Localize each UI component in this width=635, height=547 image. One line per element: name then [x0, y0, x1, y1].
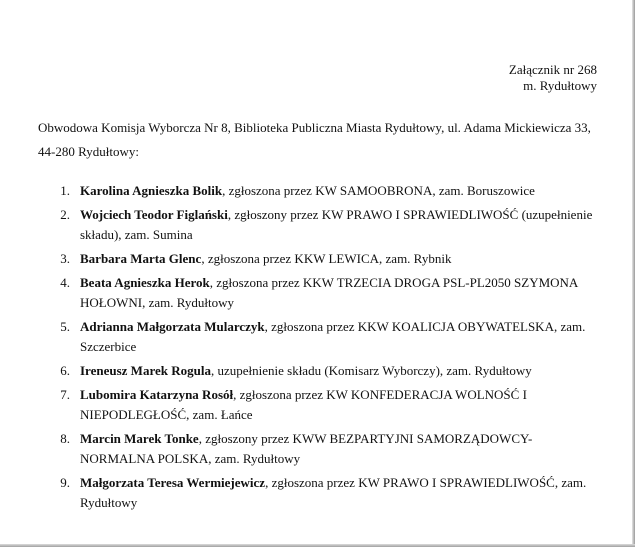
- member-name: Małgorzata Teresa Wermiejewicz: [80, 475, 266, 490]
- member-number: 2.: [60, 207, 70, 222]
- member-item: [50, 361, 598, 381]
- member-item: [50, 181, 598, 201]
- member-description: , zgłoszony przez KWW BEZPARTYJNI SAMORZĄDOWCY-NORMALNA POLSKA, zam. Rydułtowy: [80, 431, 533, 466]
- attachment-number: Załącznik nr 268: [508, 62, 597, 77]
- member-item: [50, 317, 598, 357]
- member-description: , zgłoszona przez KW KONFEDERACJA WOLNOŚĆ I NIEPODLEGŁOŚĆ, zam. Łańce: [80, 387, 527, 422]
- member-name: Lubomira Katarzyna Rosół: [80, 387, 234, 402]
- member-number: 3.: [60, 251, 70, 266]
- member-description: , zgłoszona przez KKW LEWICA, zam. Rybnik: [201, 251, 452, 266]
- member-description: , zgłoszona przez KW PRAWO I SPRAWIEDLIWOŚĆ, zam. Rydułtowy: [80, 475, 587, 510]
- member-number: 7.: [60, 387, 70, 402]
- member-number: 5.: [60, 319, 70, 334]
- member-description: , zgłoszony przez KW PRAWO I SPRAWIEDLIWOŚĆ (uzupełnienie składu), zam. Sumina: [80, 207, 593, 242]
- member-number: 1.: [60, 183, 70, 198]
- member-item: [50, 273, 598, 313]
- member-name: Adrianna Małgorzata Mularczyk: [80, 319, 265, 334]
- member-number: 8.: [60, 431, 70, 446]
- member-number: 4.: [60, 275, 70, 290]
- member-item: [50, 429, 598, 469]
- member-name: Ireneusz Marek Rogula: [80, 363, 211, 378]
- member-description: , zgłoszona przez KKW KOALICJA OBYWATELSKA, zam. Szczerbice: [80, 319, 586, 354]
- member-item: [50, 249, 598, 269]
- member-item: [50, 473, 598, 513]
- member-description: , zgłoszona przez KW SAMOOBRONA, zam. Boruszowice: [222, 183, 535, 198]
- member-item: [50, 385, 598, 425]
- member-number: 6.: [60, 363, 70, 378]
- member-name: Beata Agnieszka Herok: [80, 275, 210, 290]
- member-name: Karolina Agnieszka Bolik: [80, 183, 223, 198]
- member-name: Wojciech Teodor Figlański: [80, 207, 228, 222]
- member-description: , zgłoszona przez KKW TRZECIA DROGA PSL-PL2050 SZYMONA HOŁOWNI, zam. Rydułtowy: [80, 275, 578, 310]
- member-name: Marcin Marek Tonke: [80, 431, 199, 446]
- commission-intro: Obwodowa Komisja Wyborcza Nr 8, Biblioteka Publiczna Miasta Rydułtowy, ul. Adama Mickiewicza 33, 44-280 Rydułtowy:: [38, 120, 591, 159]
- member-name: Barbara Marta Glenc: [80, 251, 202, 266]
- members-list: [50, 181, 598, 517]
- member-item: [50, 205, 598, 245]
- member-number: 9.: [60, 475, 70, 490]
- member-description: , uzupełnienie składu (Komisarz Wyborczy), zam. Rydułtowy: [210, 363, 532, 378]
- attachment-city: m. Rydułtowy: [523, 78, 597, 93]
- attachment-header: [509, 62, 597, 94]
